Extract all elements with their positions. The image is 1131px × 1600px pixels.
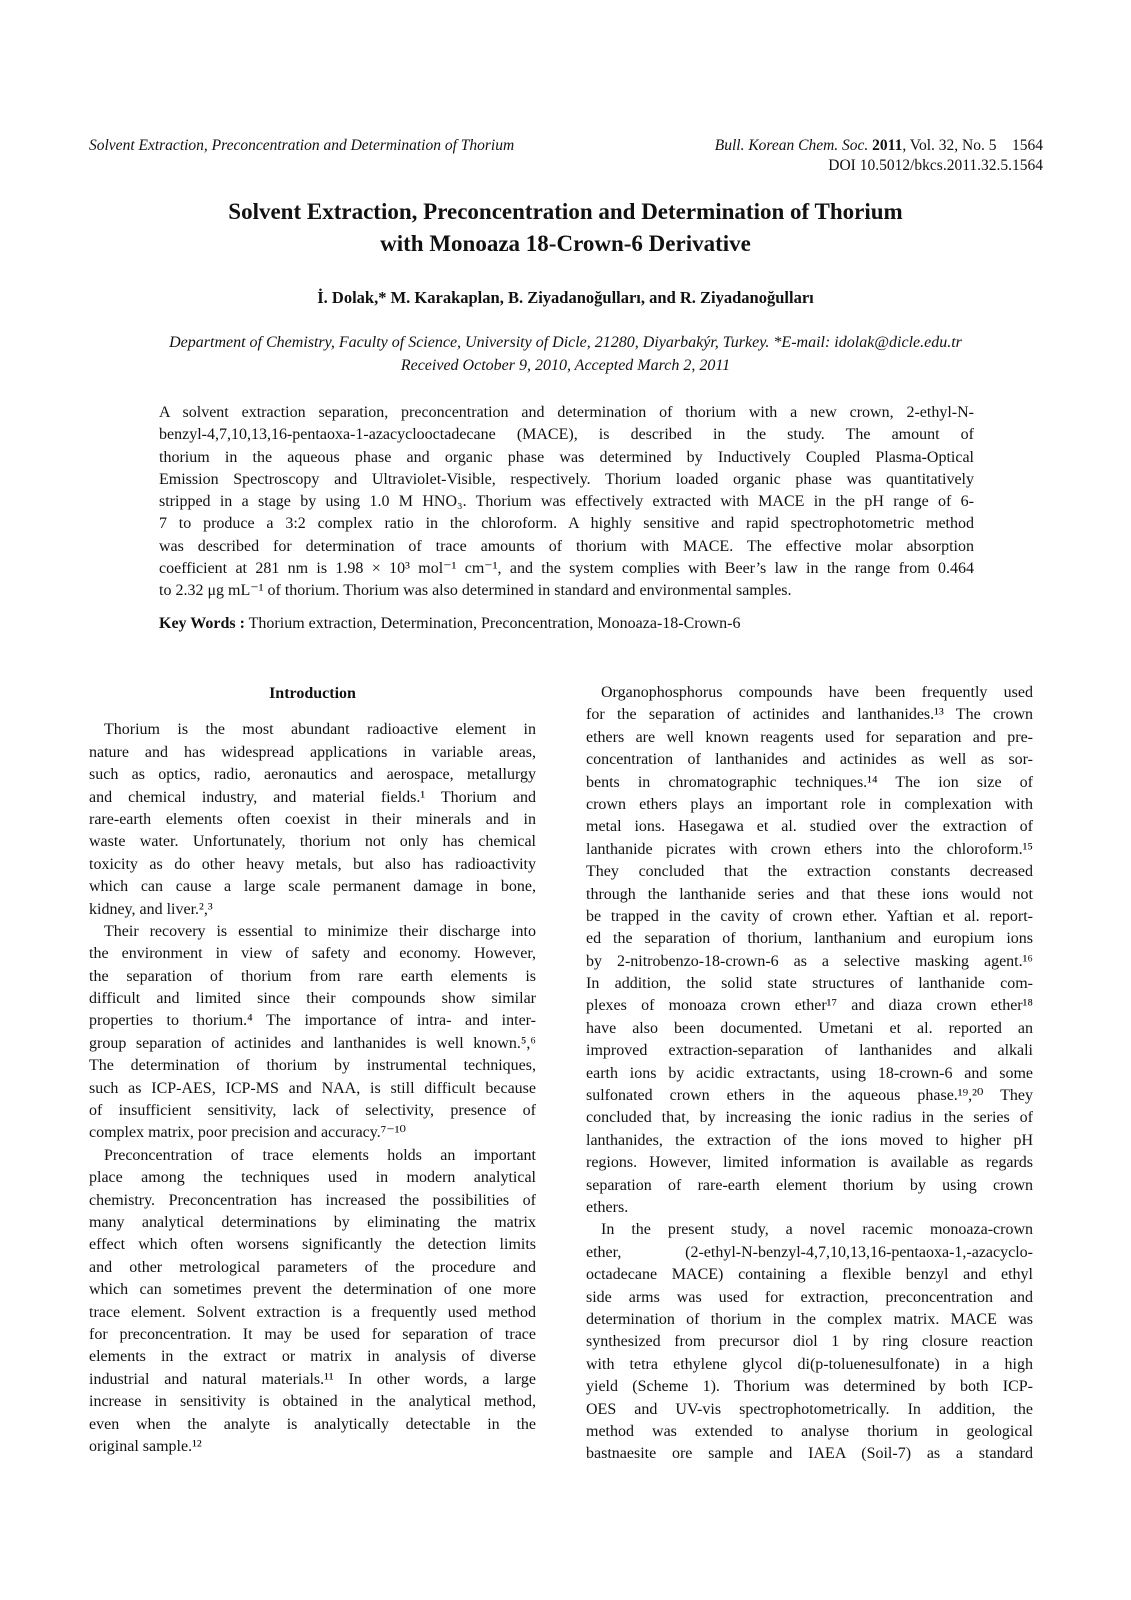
body-text-line: difficult and limited since their compounds show similar <box>89 990 536 1008</box>
body-text-line: Their recovery is essential to minimize their discharge into <box>104 922 536 940</box>
body-text-line: such as ICP-AES, ICP-MS and NAA, is still difficult because <box>89 1079 536 1097</box>
journal-year: 2011 <box>872 137 903 154</box>
body-text-line: In addition, the solid state structures of lanthanide com- <box>586 975 1033 993</box>
abstract-line: to 2.32 μg mL⁻¹ of thorium. Thorium was also determined in standard and environmental samples. <box>159 582 792 600</box>
left-column <box>89 683 536 1458</box>
body-text-line: group separation of actinides and lanthanides is well known.⁵,⁶ <box>89 1034 536 1052</box>
body-text-line: which can sometimes prevent the determination of one more <box>89 1281 536 1299</box>
body-text-line: side arms was used for extraction, preconcentration and <box>586 1288 1033 1306</box>
body-text-line: bastnaesite ore sample and IAEA (Soil-7) as a standard <box>586 1445 1033 1463</box>
body-text-line: method was extended to analyse thorium in geological <box>586 1422 1033 1440</box>
body-text-line: Thorium is the most abundant radioactive element in <box>104 721 536 739</box>
running-title: Solvent Extraction, Preconcentration and Determination of Thorium <box>89 137 515 154</box>
doi: DOI 10.5012/bkcs.2011.32.5.1564 <box>828 157 1043 174</box>
body-text-line: sulfonated crown ethers in the aqueous phase.¹⁹,²⁰ They <box>586 1087 1033 1105</box>
body-text-line: ether, (2-ethyl-N-benzyl-4,7,10,13,16-pentaoxa-1,-azacyclo- <box>586 1243 1033 1261</box>
article-title <box>100 196 1031 260</box>
body-text-line: nature and has widespread applications in variable areas, <box>89 743 536 761</box>
body-text-line: regions. However, limited information is available as regards <box>586 1154 1033 1172</box>
body-text-line: improved extraction-separation of lanthanides and alkali <box>586 1042 1033 1060</box>
journal-volume: , Vol. 32, No. 5 <box>902 137 997 154</box>
right-column <box>586 682 1033 1466</box>
body-text-line: for the separation of actinides and lanthanides.¹³ The crown <box>586 706 1033 724</box>
abstract-line: was described for determination of trace amounts of thorium with MACE. The effective molar absorption <box>159 537 974 555</box>
body-text-line: Organophosphorus compounds have been frequently used <box>601 684 1033 701</box>
abstract-line: A solvent extraction separation, preconcentration and determination of thorium with a new crown, 2-ethyl-N- <box>159 404 974 421</box>
journal-info <box>715 137 1043 175</box>
body-text-line: properties to thorium.⁴ The importance of intra- and inter- <box>89 1012 536 1030</box>
body-text-line: effect which often worsens significantly the detection limits <box>89 1236 536 1254</box>
received-dates: Received October 9, 2010, Accepted March 2, 2011 <box>400 357 731 374</box>
body-text-line: concluded that, by increasing the ionic radius in the series of <box>586 1109 1033 1127</box>
body-text-line: lanthanide picrates with crown ethers into the chloroform.¹⁵ <box>586 840 1033 858</box>
body-text-line: with tetra ethylene glycol di(p-toluenesulfonate) in a high <box>586 1355 1033 1373</box>
body-text-line: by 2-nitrobenzo-18-crown-6 as a selective masking agent.¹⁶ <box>586 952 1033 970</box>
body-text-line: elements in the extract or matrix in analysis of diverse <box>89 1348 536 1366</box>
body-text-line: bents in chromatographic techniques.¹⁴ The ion size of <box>586 773 1033 791</box>
journal-name: Bull. Korean Chem. Soc. <box>714 137 869 154</box>
abstract-line: coefficient at 281 nm is 1.98 × 10³ mol⁻¹ cm⁻¹, and the system complies with Beer’s law in the range from 0.464 <box>159 560 974 578</box>
body-text-line: increase in sensitivity is obtained in the analytical method, <box>89 1393 536 1411</box>
title-line: Solvent Extraction, Preconcentration and Determination of Thorium <box>228 199 903 224</box>
abstract-line: benzyl-4,7,10,13,16-pentaoxa-1-azacyclooctadecane (MACE), is described in the study. The amount of <box>159 426 974 444</box>
body-text-line: determination of thorium in the complex matrix. MACE was <box>586 1310 1033 1328</box>
affiliation-block <box>60 331 1071 377</box>
body-text-line: for preconcentration. It may be used for separation of trace <box>89 1325 536 1343</box>
body-text-line: kidney, and liver.²,³ <box>89 900 213 918</box>
body-text-line: In the present study, a novel racemic monoaza-crown <box>601 1221 1033 1239</box>
body-text-line: octadecane MACE) containing a flexible benzyl and ethyl <box>586 1266 1033 1284</box>
body-text-line: crown ethers plays an important role in complexation with <box>586 795 1033 813</box>
body-text-line: trace element. Solvent extraction is a frequently used method <box>89 1303 536 1321</box>
body-text-line: synthesized from precursor diol 1 by ring closure reaction <box>586 1333 1033 1351</box>
body-text-line: ethers are well known reagents used for separation and pre- <box>586 728 1033 746</box>
body-text-line: which can cause a large scale permanent damage in bone, <box>89 878 536 896</box>
body-text-line: The determination of thorium by instrumental techniques, <box>89 1057 536 1075</box>
body-text-line: many analytical determinations by eliminating the matrix <box>89 1213 536 1231</box>
keywords-list: Thorium extraction, Determination, Preconcentration, Monoaza-18-Crown-6 <box>244 615 741 632</box>
keywords <box>159 615 741 633</box>
body-text-line: OES and UV-vis spectrophotometrically. In addition, the <box>586 1400 1033 1418</box>
body-text-line: even when the analyte is analytically detectable in the <box>89 1415 536 1433</box>
authors: İ. Dolak,* M. Karakaplan, B. Ziyadanoğulları, and R. Ziyadanoğulları <box>317 288 814 307</box>
body-text-line: such as optics, radio, aeronautics and aerospace, metallurgy <box>89 766 536 784</box>
body-text-line: original sample.¹² <box>89 1437 202 1455</box>
body-text-line: ethers. <box>586 1198 629 1216</box>
abstract-line: 7 to produce a 3:2 complex ratio in the chloroform. A highly sensitive and rapid spectrophotometric method <box>159 515 974 533</box>
title-line: with Monoaza 18-Crown-6 Derivative <box>380 231 751 256</box>
body-text-line: waste water. Unfortunately, thorium not only has chemical <box>89 833 536 851</box>
keywords-label: Key Words : <box>159 615 245 632</box>
section-heading-introduction: Introduction <box>269 685 356 702</box>
body-text-line: lanthanides, the extraction of the ions moved to higher pH <box>586 1131 1033 1149</box>
body-text-line: the separation of thorium from rare earth elements is <box>89 967 536 985</box>
body-text-line: Preconcentration of trace elements holds an important <box>104 1146 536 1164</box>
body-text-line: the environment in view of safety and economy. However, <box>89 945 536 963</box>
affiliation: Department of Chemistry, Faculty of Science, University of Dicle, 21280, Diyarbakýr, Turkey. *E-mail: idolak@dicle.edu.tr <box>169 334 962 351</box>
body-text-line: complex matrix, poor precision and accuracy.⁷⁻¹⁰ <box>89 1124 406 1142</box>
abstract-line: thorium in the aqueous phase and organic phase was determined by Inductively Coupled Plasma-Optical <box>159 448 974 466</box>
body-text-line: plexes of monoaza crown ether¹⁷ and diaza crown ether¹⁸ <box>586 997 1033 1015</box>
body-text-line: concentration of lanthanides and actinides as well as sor- <box>586 751 1033 769</box>
page-number: 1564 <box>1012 137 1043 154</box>
body-text-line: separation of rare-earth element thorium by using crown <box>586 1176 1033 1194</box>
body-text-line: rare-earth elements often coexist in their minerals and in <box>89 810 536 828</box>
body-text-line: They concluded that the extraction constants decreased <box>586 863 1033 881</box>
abstract-line: stripped in a stage by using 1.0 M HNO₃. Thorium was effectively extracted with MACE in the pH range of 6- <box>159 493 974 511</box>
body-text-line: and other metrological parameters of the procedure and <box>89 1258 536 1276</box>
body-text-line: yield (Scheme 1). Thorium was determined by both ICP- <box>586 1378 1033 1396</box>
body-text-line: industrial and natural materials.¹¹ In other words, a large <box>89 1370 536 1388</box>
body-text-line: ed the separation of thorium, lanthanium and europium ions <box>586 930 1033 948</box>
body-text-line: be trapped in the cavity of crown ether. Yaftian et al. report- <box>586 907 1033 925</box>
body-text-line: toxicity as do other heavy metals, but also has radioactivity <box>89 855 536 873</box>
body-text-line: and chemical industry, and material fields.¹ Thorium and <box>89 788 536 806</box>
body-text-line: of insufficient sensitivity, lack of selectivity, presence of <box>89 1102 536 1120</box>
body-text-line: metal ions. Hasegawa et al. studied over the extraction of <box>586 818 1033 836</box>
body-text-line: through the lanthanide series and that these ions would not <box>586 885 1033 903</box>
body-text-line: chemistry. Preconcentration has increased the possibilities of <box>89 1191 536 1209</box>
body-text-line: place among the techniques used in modern analytical <box>89 1169 536 1187</box>
abstract <box>159 402 974 603</box>
abstract-line: Emission Spectroscopy and Ultraviolet-Visible, respectively. Thorium loaded organic phase was quantitatively <box>159 470 974 488</box>
body-text-line: earth ions by acidic extractants, using 18-crown-6 and some <box>586 1064 1033 1082</box>
body-text-line: have also been documented. Umetani et al. reported an <box>586 1019 1033 1037</box>
